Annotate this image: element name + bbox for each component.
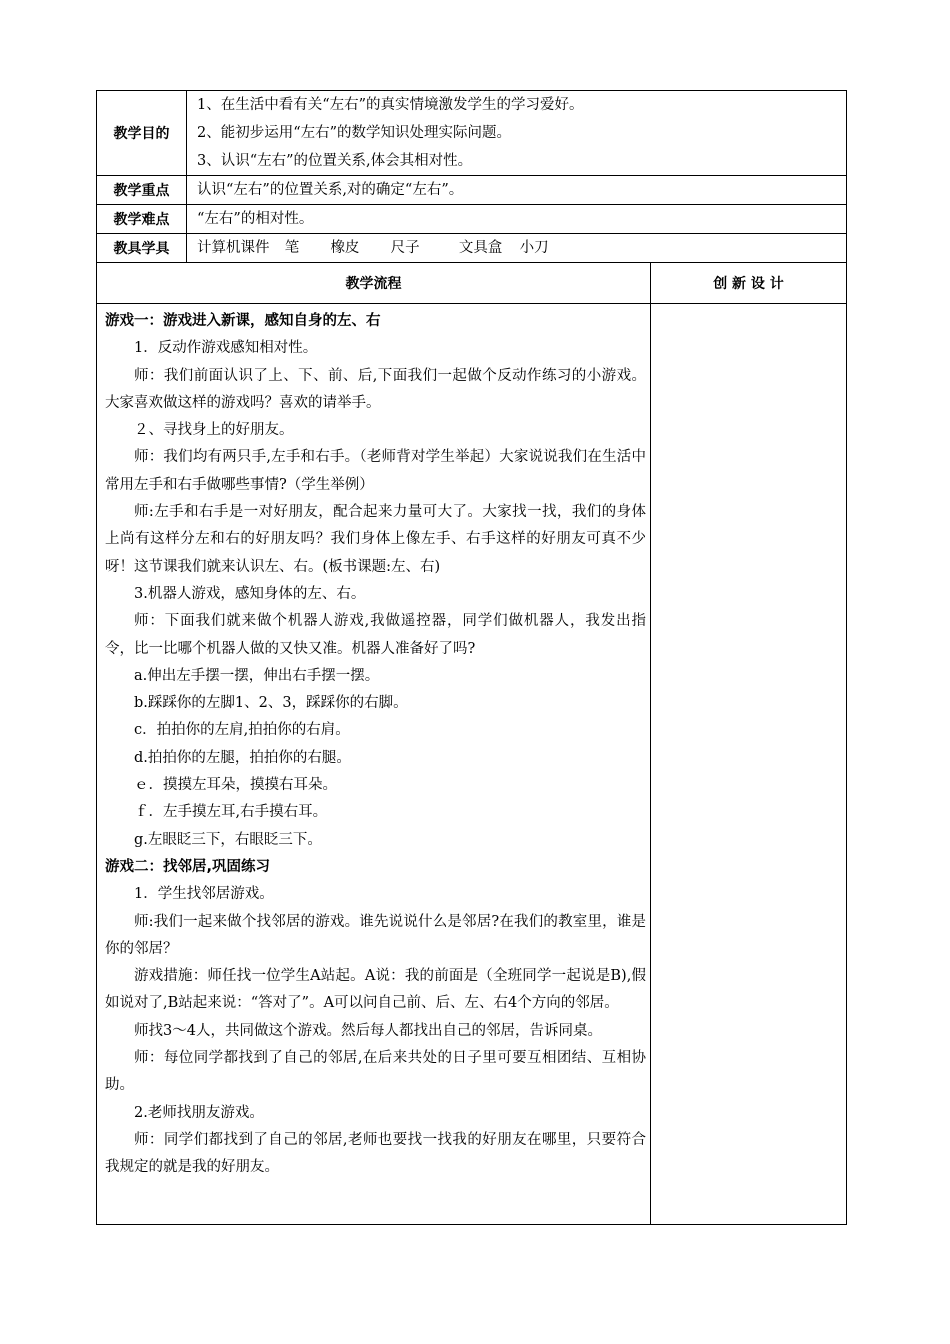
tool-item: 小刀 [519, 240, 549, 256]
robot-step: b.踩踩你的左脚1、2、3，踩踩你的右脚。 [134, 695, 408, 712]
objective-row [97, 91, 847, 176]
lesson-plan-table [96, 90, 847, 1225]
paragraph: 师：我们均有两只手,左手和右手。（老师背对学生举起）大家说说我们在生活中常用左手和右手做哪些事情?（学生举例） [105, 449, 646, 493]
paragraph: 3.机器人游戏，感知身体的左、右。 [134, 585, 366, 602]
flow-content-row [97, 304, 847, 1225]
difficulty-text: “左右”的相对性。 [187, 205, 847, 234]
paragraph: 师找3～4人，共同做这个游戏。然后每人都找出自己的邻居，告诉同桌。 [134, 1022, 602, 1039]
paragraph: 师:我们一起来做个找邻居的游戏。谁先说说什么是邻居?在我们的教室里，谁是你的邻居？ [105, 913, 646, 957]
key-point-label: 教学重点 [97, 176, 187, 205]
robot-step: c．拍拍你的左肩,拍拍你的右肩。 [134, 722, 350, 739]
paragraph: 师：每位同学都找到了自己的邻居,在后来共处的日子里可要互相团结、互相协助。 [105, 1050, 646, 1094]
flow-header-left: 教学流程 [97, 263, 651, 304]
paragraph: 师：我们前面认识了上、下、前、后,下面我们一起做个反动作练习的小游戏。大家喜欢做这样的游戏吗？喜欢的请举手。 [105, 367, 646, 411]
robot-step: a.伸出左手摆一摆，伸出右手摆一摆。 [134, 667, 380, 684]
paragraph: 1．反动作游戏感知相对性。 [134, 340, 318, 357]
tool-item: 橡皮 [330, 240, 360, 256]
difficulty-row [97, 205, 847, 234]
objective-label: 教学目的 [97, 91, 187, 176]
robot-step: d.拍拍你的左腿，拍拍你的右腿。 [134, 749, 351, 766]
key-point-row [97, 176, 847, 205]
tool-item: 尺子 [390, 240, 420, 256]
innovation-design-cell [651, 304, 847, 1225]
paragraph: 师:左手和右手是一对好朋友，配合起来力量可大了。大家找一找，我们的身体上尚有这样分左和右的好朋友吗？我们身体上像左手、右手这样的好朋友可真不少呀！这节课我们就来认识左、右。(板书课题:左、右) [105, 504, 646, 575]
paragraph: 师：同学们都找到了自己的邻居,老师也要找一找我的好朋友在哪里，只要符合我规定的就是我的好朋友。 [105, 1131, 646, 1176]
game2-title: 游戏二：找邻居,巩固练习 [105, 858, 271, 875]
flow-header-right: 创 新 设 计 [651, 263, 847, 304]
paragraph: 游戏措施：师任找一位学生A站起。A说：我的前面是（全班同学一起说是B),假如说对了,B站起来说：“答对了”。A可以问自己前、后、左、右4个方向的邻居。 [105, 968, 646, 1012]
difficulty-label: 教学难点 [97, 205, 187, 234]
key-point-text: 认识“左右”的位置关系,对的确定“左右”。 [187, 176, 847, 205]
tools-list [187, 234, 847, 263]
objective-line-1: 1、在生活中看有关“左右”的真实情境激发学生的学习爱好。 [197, 97, 584, 113]
tool-item: 计算机课件 [197, 240, 270, 256]
paragraph: 师：下面我们就来做个机器人游戏,我做遥控器，同学们做机器人，我发出指令，比一比哪个机器人做的又快又准。机器人准备好了吗? [105, 613, 646, 657]
tool-item: 笔 [284, 240, 300, 256]
robot-step: g.左眼眨三下，右眼眨三下。 [134, 831, 322, 848]
tools-row [97, 234, 847, 263]
tool-item: 文具盒 [458, 240, 503, 256]
objective-line-3: 3、认识“左右”的位置关系,体会其相对性。 [197, 153, 473, 169]
paragraph: ２、寻找身上的好朋友。 [134, 422, 294, 439]
paragraph: 2.老师找朋友游戏。 [134, 1104, 264, 1121]
flow-header-row [97, 263, 847, 304]
robot-step: ｆ．左手摸左耳,右手摸右耳。 [134, 804, 328, 821]
robot-step: ｅ．摸摸左耳朵，摸摸右耳朵。 [134, 777, 337, 794]
lesson-plan-page [96, 90, 846, 1225]
game1-title: 游戏一：游戏进入新课，感知自身的左、右 [105, 313, 381, 329]
objective-content [187, 91, 847, 176]
tools-label: 教具学具 [97, 234, 187, 263]
objective-line-2: 2、能初步运用“左右”的数学知识处理实际问题。 [197, 125, 512, 141]
flow-content [97, 304, 651, 1225]
paragraph: 1．学生找邻居游戏。 [134, 886, 274, 903]
